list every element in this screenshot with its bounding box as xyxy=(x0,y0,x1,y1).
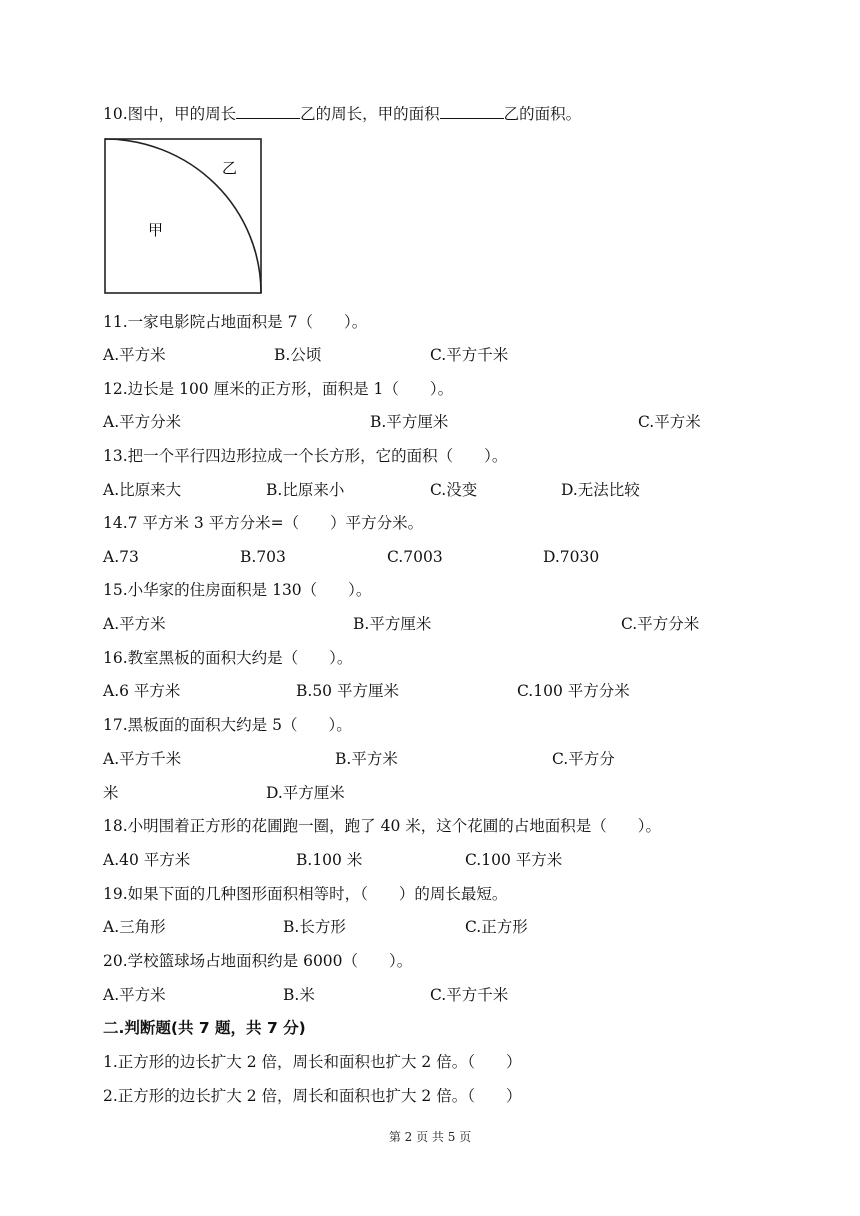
q12-option-a[interactable]: A.平方分米 xyxy=(103,413,182,431)
question-18-stem: 18.小明围着正方形的花圃跑一圈，跑了 40 米，这个花圃的占地面积是（ ）。 xyxy=(103,817,661,835)
q17-option-b[interactable]: B.平方米 xyxy=(335,750,398,768)
square-quarter-circle-figure xyxy=(104,138,264,296)
section-2-title: 二.判断题(共 7 题，共 7 分) xyxy=(103,1019,306,1037)
q18-option-b[interactable]: B.100 米 xyxy=(296,851,363,869)
question-13-stem: 13.把一个平行四边形拉成一个长方形，它的面积（ ）。 xyxy=(103,447,508,465)
question-12-stem: 12.边长是 100 厘米的正方形，面积是 1（ ）。 xyxy=(103,380,454,398)
question-19-stem: 19.如果下面的几种图形面积相等时，（ ）的周长最短。 xyxy=(103,885,508,903)
q20-option-b[interactable]: B.米 xyxy=(283,986,315,1004)
q10-blank-1[interactable] xyxy=(236,104,300,119)
q11-option-a[interactable]: A.平方米 xyxy=(103,346,166,364)
q17-option-c-continued: 米 xyxy=(103,784,119,802)
q15-option-c[interactable]: C.平方分米 xyxy=(621,615,700,633)
question-16-stem: 16.教室黑板的面积大约是（ ）。 xyxy=(103,649,353,667)
q13-option-d[interactable]: D.无法比较 xyxy=(561,481,640,499)
figure-label-yi: 乙 xyxy=(222,159,238,177)
question-20-stem: 20.学校篮球场占地面积约是 6000（ ）。 xyxy=(103,952,413,970)
question-17-stem: 17.黑板面的面积大约是 5（ ）。 xyxy=(103,716,352,734)
q10-blank-2[interactable] xyxy=(440,104,504,119)
q18-option-a[interactable]: A.40 平方米 xyxy=(103,851,191,869)
q11-option-b[interactable]: B.公顷 xyxy=(274,346,322,364)
figure-label-jia: 甲 xyxy=(148,221,164,239)
q10-text-2: 乙的周长，甲的面积 xyxy=(300,105,440,123)
q20-option-a[interactable]: A.平方米 xyxy=(103,986,166,1004)
q19-option-a[interactable]: A.三角形 xyxy=(103,918,166,936)
q16-option-c[interactable]: C.100 平方分米 xyxy=(517,682,630,700)
q16-option-b[interactable]: B.50 平方厘米 xyxy=(296,682,399,700)
q15-option-b[interactable]: B.平方厘米 xyxy=(353,615,432,633)
q10-text-1: 10.图中，甲的周长 xyxy=(103,105,237,123)
q13-option-b[interactable]: B.比原来小 xyxy=(266,481,345,499)
figure-arc xyxy=(105,139,261,293)
q15-option-a[interactable]: A.平方米 xyxy=(103,615,166,633)
q17-option-c[interactable]: C.平方分 xyxy=(552,750,615,768)
q14-option-b[interactable]: B.703 xyxy=(240,548,286,566)
q14-option-c[interactable]: C.7003 xyxy=(387,548,443,566)
q20-option-c[interactable]: C.平方千米 xyxy=(430,986,509,1004)
question-11-stem: 11.一家电影院占地面积是 7（ ）。 xyxy=(103,313,368,331)
q13-option-c[interactable]: C.没变 xyxy=(430,481,478,499)
question-14-stem: 14.7 平方米 3 平方分米=（ ）平方分米。 xyxy=(103,514,424,532)
question-10 xyxy=(103,104,581,124)
q12-option-b[interactable]: B.平方厘米 xyxy=(370,413,449,431)
q17-option-a[interactable]: A.平方千米 xyxy=(103,750,182,768)
judgement-item-2: 2.正方形的边长扩大 2 倍，周长和面积也扩大 2 倍。（ ） xyxy=(103,1087,522,1105)
q10-text-3: 乙的面积。 xyxy=(503,105,582,123)
q16-option-a[interactable]: A.6 平方米 xyxy=(103,682,181,700)
figure-square xyxy=(105,139,261,293)
page-footer: 第 2 页 共 5 页 xyxy=(388,1130,472,1144)
q14-option-a[interactable]: A.73 xyxy=(103,548,139,566)
q17-option-d[interactable]: D.平方厘米 xyxy=(266,784,345,802)
q11-option-c[interactable]: C.平方千米 xyxy=(430,346,509,364)
question-15-stem: 15.小华家的住房面积是 130（ ）。 xyxy=(103,581,372,599)
q12-option-c[interactable]: C.平方米 xyxy=(638,413,701,431)
q14-option-d[interactable]: D.7030 xyxy=(543,548,600,566)
judgement-item-1: 1.正方形的边长扩大 2 倍，周长和面积也扩大 2 倍。（ ） xyxy=(103,1053,522,1071)
q19-option-b[interactable]: B.长方形 xyxy=(283,918,346,936)
q18-option-c[interactable]: C.100 平方米 xyxy=(465,851,563,869)
q19-option-c[interactable]: C.正方形 xyxy=(465,918,528,936)
q13-option-a[interactable]: A.比原来大 xyxy=(103,481,182,499)
